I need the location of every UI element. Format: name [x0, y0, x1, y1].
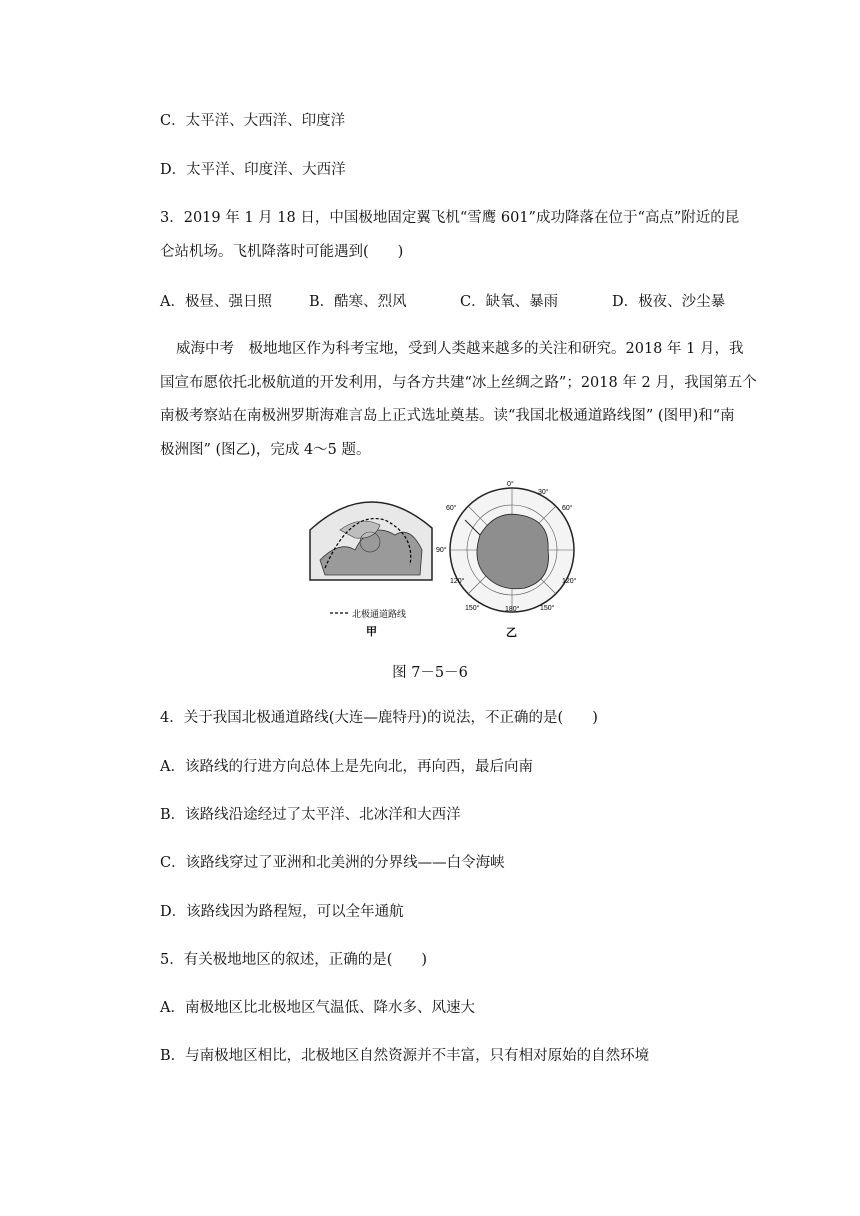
q3-stem-line1: 3．2019 年 1 月 18 日，中国极地固定翼飞机“雪鹰 601”成功降落在位于“高点”附近的昆 [160, 210, 740, 226]
passage-line1: 威海中考 极地地区作为科考宝地，受到人类越来越多的关注和研究。2018 年 1 月，我 [176, 341, 744, 357]
figure-maps [300, 480, 600, 645]
q3-option-a: A．极昼、强日照 [160, 294, 272, 310]
legend-text: 北极通道路线 [352, 609, 407, 619]
label-yi: 乙 [506, 627, 517, 639]
lon-60e: 60° [562, 505, 573, 512]
q4-option-c: C．该路线穿过了亚洲和北美洲的分界线——白令海峡 [160, 855, 505, 871]
lon-150e: 150° [540, 605, 555, 612]
lon-30: 30° [538, 489, 549, 496]
q5-stem: 5．有关极地地区的叙述，正确的是( ) [160, 952, 428, 968]
q3-option-b: B．酷寒、烈风 [309, 294, 407, 310]
lon-120e: 120° [562, 578, 577, 585]
lon-180: 180° [505, 606, 520, 613]
q2-option-c: C．太平洋、大西洋、印度洋 [160, 113, 346, 129]
q3-options [160, 290, 760, 310]
passage-line3: 南极考察站在南极洲罗斯海难言岛上正式选址奠基。读“我国北极通道路线图” (图甲)和“南 [160, 408, 735, 424]
q3-option-d: D．极夜、沙尘暴 [612, 294, 726, 310]
passage-line2: 国宣布愿依托北极航道的开发利用，与各方共建“冰上丝绸之路”；2018 年 2 月，我国第五个 [160, 375, 757, 391]
q4-option-d: D．该路线因为路程短，可以全年通航 [160, 904, 404, 920]
q2-option-d: D．太平洋、印度洋、大西洋 [160, 162, 346, 178]
lon-150w: 150° [465, 605, 480, 612]
antarctica-map [436, 480, 577, 639]
lon-90: 90° [436, 547, 447, 554]
lon-120w: 120° [450, 578, 465, 585]
figure-caption: 图 7－5－6 [392, 665, 468, 681]
q3-stem-line2: 仑站机场。飞机降落时可能遇到( ) [160, 244, 404, 260]
q4-option-a: A．该路线的行进方向总体上是先向北，再向西，最后向南 [160, 759, 533, 775]
q4-option-b: B．该路线沿途经过了太平洋、北冰洋和大西洋 [160, 807, 461, 823]
q5-option-a: A．南极地区比北极地区气温低、降水多、风速大 [160, 1000, 475, 1016]
lon-60w: 60° [446, 505, 457, 512]
lon-0: 0° [507, 481, 514, 488]
q5-option-b: B．与南极地区相比，北极地区自然资源并不丰富，只有相对原始的自然环境 [160, 1048, 650, 1064]
q3-option-c: C．缺氧、暴雨 [460, 294, 559, 310]
maps-svg [300, 480, 600, 645]
arctic-route-map [310, 502, 432, 638]
label-jia: 甲 [366, 626, 377, 638]
passage-line4: 极洲图” (图乙)，完成 4～5 题。 [160, 442, 371, 458]
q4-stem: 4．关于我国北极通道路线(大连—鹿特丹)的说法，不正确的是( ) [160, 710, 598, 726]
